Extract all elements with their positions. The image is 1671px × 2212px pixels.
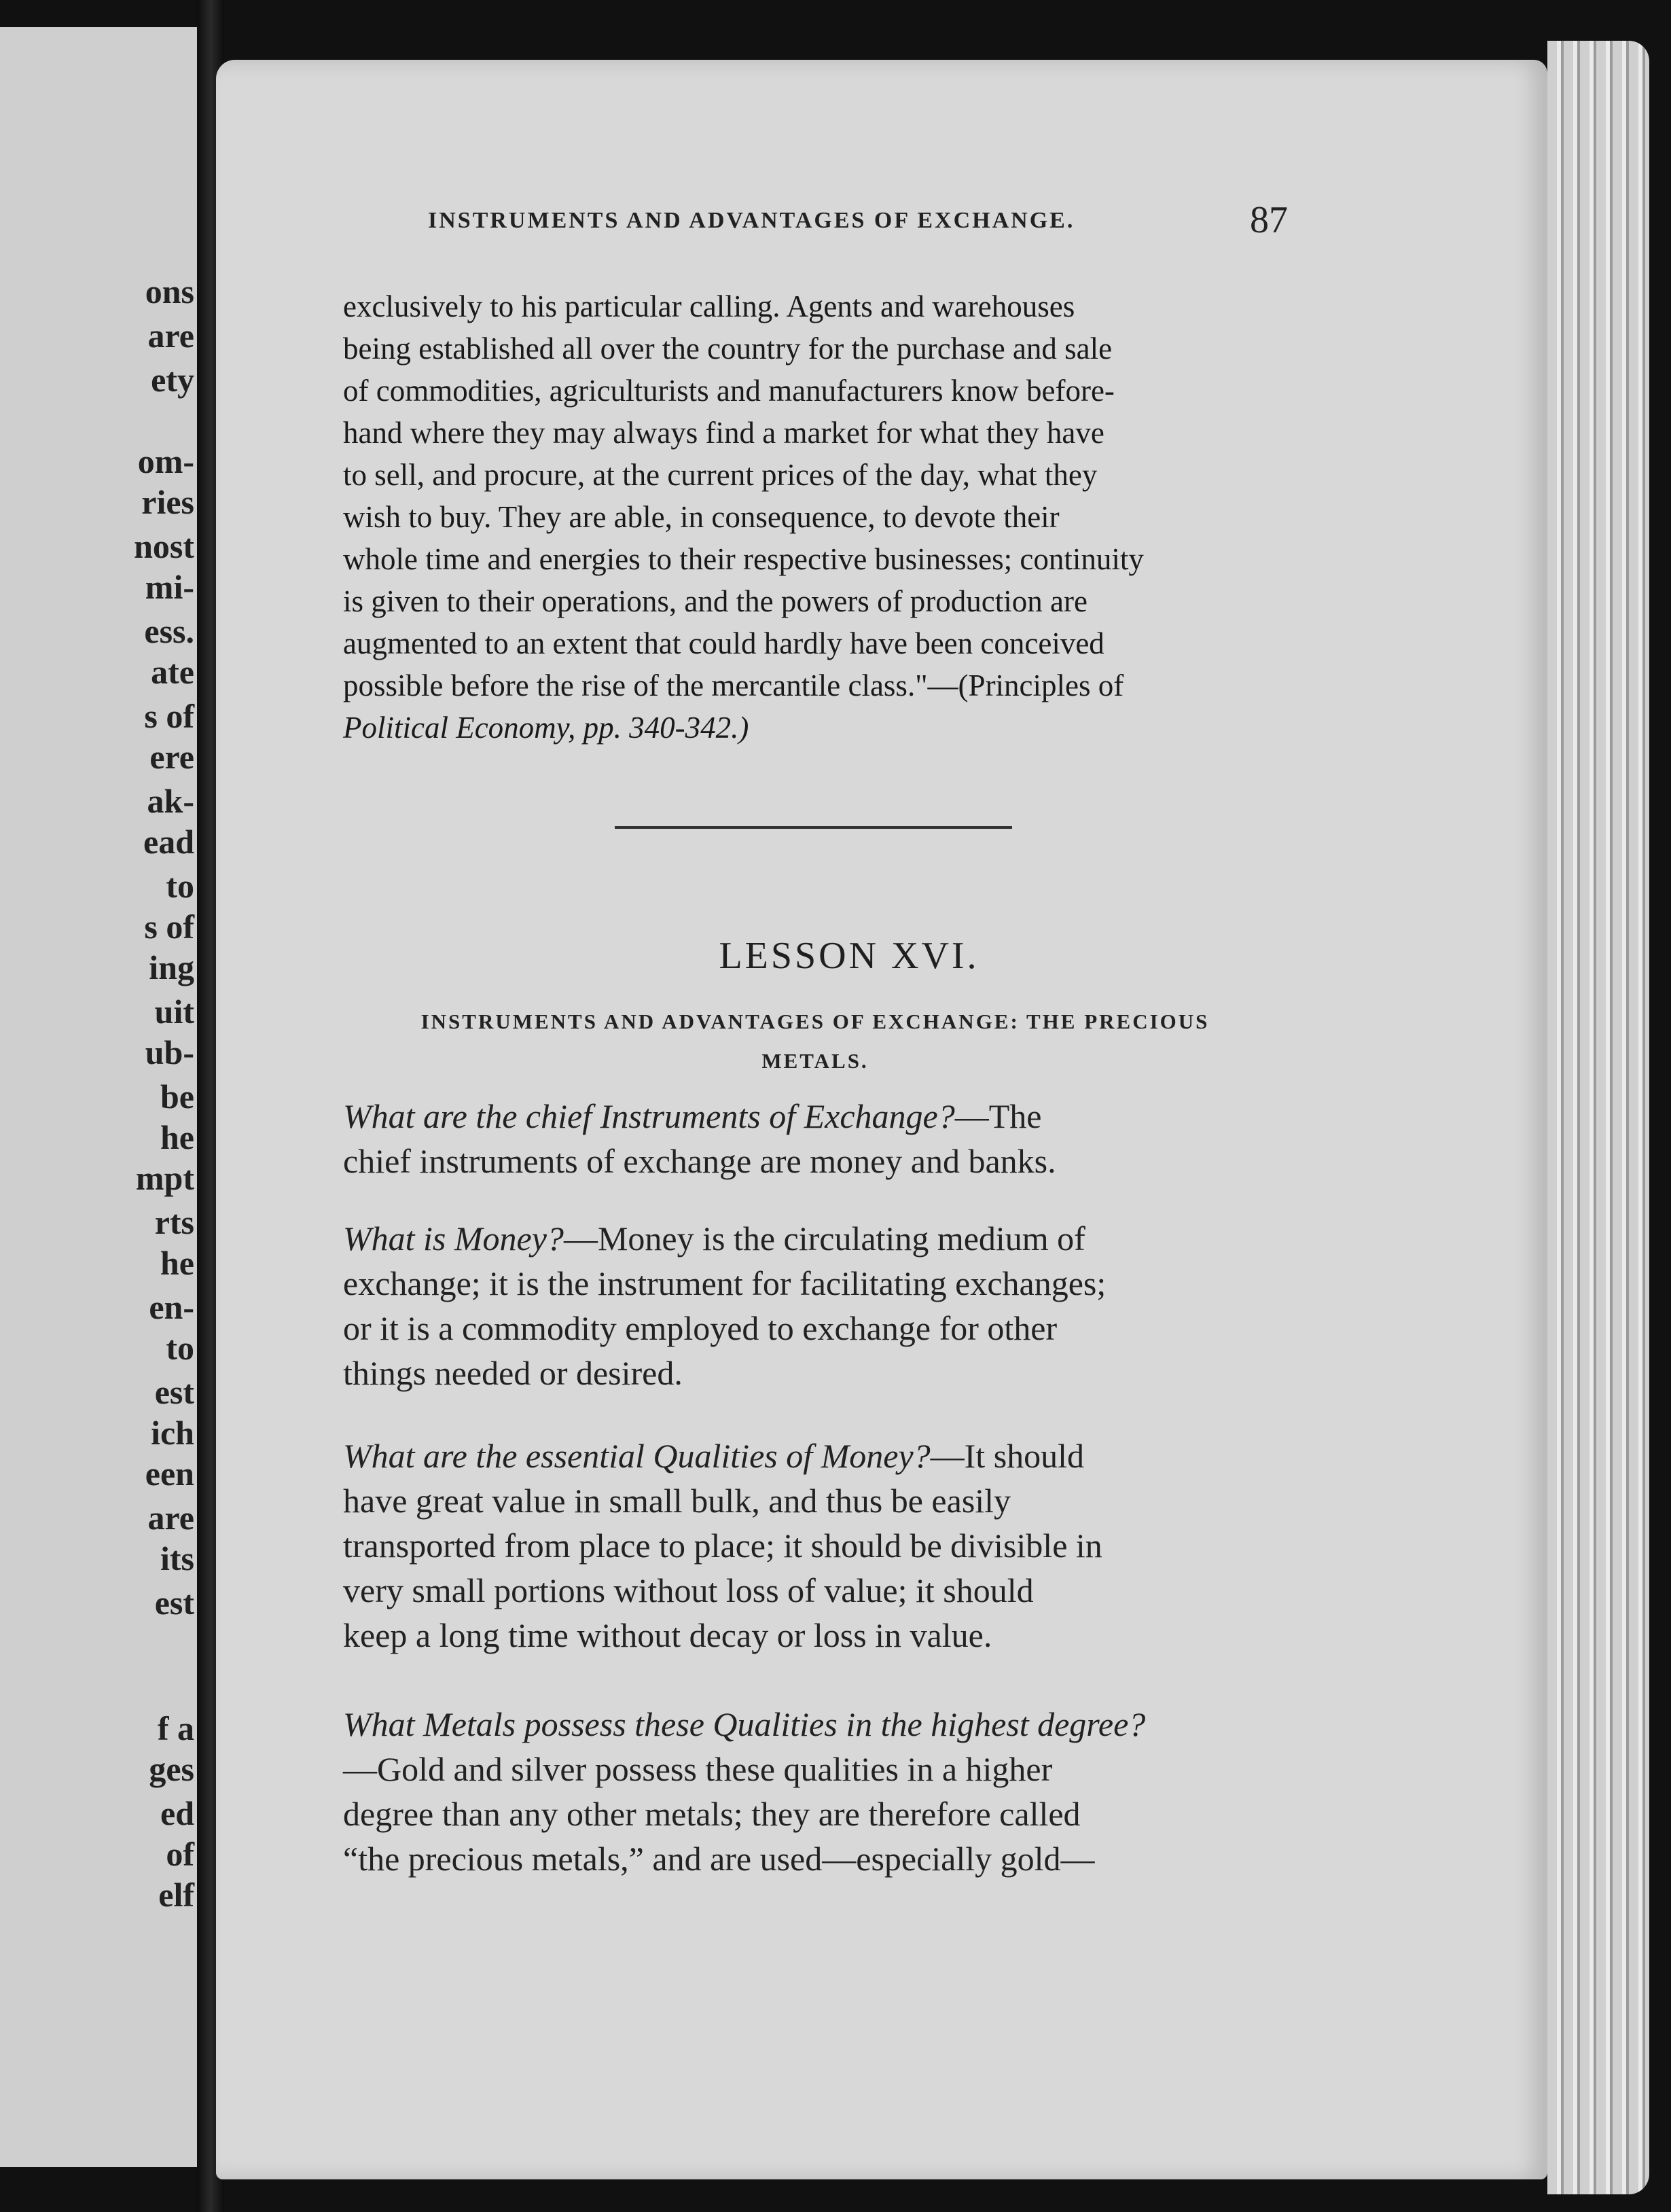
lesson-title: LESSON XVI. [719, 935, 980, 977]
left-page-fragment: f a [157, 1709, 194, 1747]
question: What is Money? [343, 1219, 564, 1257]
answer-start: —Money is the circulating medium of [563, 1219, 1085, 1257]
text-line: whole time and energies to their respective businesses; continuity [343, 542, 1144, 576]
opening-paragraph [343, 285, 1294, 749]
question: What are the essential Qualities of Money? [343, 1437, 931, 1475]
left-page-fragment: s of [144, 908, 194, 946]
left-page-fragment: en- [149, 1288, 194, 1326]
question: What Metals possess these Qualities in the highest degree? [343, 1705, 1146, 1743]
text-line: possible before the rise of the mercantile class."—(Principles of [343, 668, 1124, 702]
answer-line: transported from place to place; it should be divisible in [343, 1527, 1102, 1565]
left-page-fragment: est [154, 1373, 194, 1411]
text-line: of commodities, agriculturists and manufacturers know before- [343, 374, 1115, 408]
left-page-fragment: to [166, 1329, 194, 1367]
left-page-fragment: mpt [135, 1159, 194, 1197]
left-page-fragment: ich [151, 1414, 194, 1452]
answer-line: degree than any other metals; they are therefore called [343, 1795, 1081, 1833]
left-page-fragment: ries [141, 483, 194, 521]
left-page [0, 27, 204, 2167]
left-page-fragment: ges [149, 1750, 194, 1788]
text-line: exclusively to his particular calling. Agents and warehouses [343, 289, 1075, 323]
left-page-fragment: ons [145, 272, 194, 310]
left-page-fragment: its [160, 1539, 194, 1577]
left-page-fragment: ak- [147, 782, 194, 820]
left-page-fragment: be [160, 1077, 194, 1116]
left-page-fragment: ety [151, 361, 194, 399]
left-page-fragment: om- [137, 442, 194, 480]
answer-line: or it is a commodity employed to exchange for other [343, 1309, 1058, 1347]
left-page-fragment: ere [149, 738, 194, 776]
text-line: being established all over the country for the purchase and sale [343, 332, 1113, 365]
qa-block-3 [343, 1433, 1294, 1658]
left-page-fragment: ess. [144, 612, 194, 650]
left-page-fragment: are [147, 317, 194, 355]
running-head: INSTRUMENTS AND ADVANTAGES OF EXCHANGE. [428, 208, 1075, 233]
answer-line: exchange; it is the instrument for facilitating exchanges; [343, 1264, 1107, 1302]
qa-block-2 [343, 1216, 1294, 1395]
text-line: augmented to an extent that could hardly have been conceived [343, 626, 1104, 660]
text-line: wish to buy. They are able, in consequence, to devote their [343, 500, 1060, 534]
answer-line: very small portions without loss of value; it should [343, 1571, 1034, 1609]
left-page-fragment: to [166, 867, 194, 905]
left-page-fragment: rts [154, 1203, 194, 1241]
text-line: is given to their operations, and the powers of production are [343, 584, 1088, 618]
page-number: 87 [1250, 199, 1288, 241]
left-page-fragment: een [145, 1455, 194, 1493]
left-page-fragment: he [160, 1118, 194, 1156]
left-page-fragment: ing [149, 948, 194, 986]
answer-line: —Gold and silver possess these qualities in a higher [343, 1750, 1053, 1788]
answer-line: have great value in small bulk, and thus be easily [343, 1482, 1011, 1520]
answer-line: “the precious metals,” and are used—especially gold— [343, 1840, 1095, 1878]
lesson-subtitle-line-2: METALS. [761, 1049, 869, 1073]
left-page-fragment: ub- [145, 1033, 194, 1071]
answer-line: chief instruments of exchange are money and banks. [343, 1142, 1056, 1180]
left-page-fragment: he [160, 1244, 194, 1282]
left-page-fragment: mi- [145, 568, 194, 606]
section-divider [615, 826, 1012, 829]
text-line: hand where they may always find a market for what they have [343, 416, 1104, 450]
answer-start: —The [954, 1097, 1042, 1135]
left-page-fragment: are [147, 1499, 194, 1537]
page-edges [1547, 41, 1649, 2194]
left-page-fragment: nost [134, 527, 194, 565]
left-page-fragment: ed [160, 1794, 194, 1832]
left-page-fragment: elf [158, 1876, 194, 1914]
left-page-fragment: uit [154, 993, 194, 1031]
lesson-subtitle [333, 1002, 1297, 1081]
answer-line: keep a long time without decay or loss in value. [343, 1616, 992, 1654]
left-page-fragment: ead [143, 823, 194, 861]
qa-block-1 [343, 1094, 1294, 1183]
left-page-fragment: s of [144, 697, 194, 735]
left-page-fragment: ate [151, 653, 194, 691]
lesson-subtitle-line-1: INSTRUMENTS AND ADVANTAGES OF EXCHANGE: THE PRECIOUS [420, 1010, 1210, 1033]
citation: Political Economy, pp. 340-342.) [343, 711, 749, 745]
answer-line: things needed or desired. [343, 1354, 683, 1392]
answer-start: —It should [930, 1437, 1085, 1475]
left-page-fragment: est [154, 1584, 194, 1622]
question: What are the chief Instruments of Exchange? [343, 1097, 955, 1135]
text-line: to sell, and procure, at the current prices of the day, what they [343, 458, 1098, 492]
left-page-fragment: of [166, 1835, 194, 1873]
qa-block-4 [343, 1702, 1294, 1881]
